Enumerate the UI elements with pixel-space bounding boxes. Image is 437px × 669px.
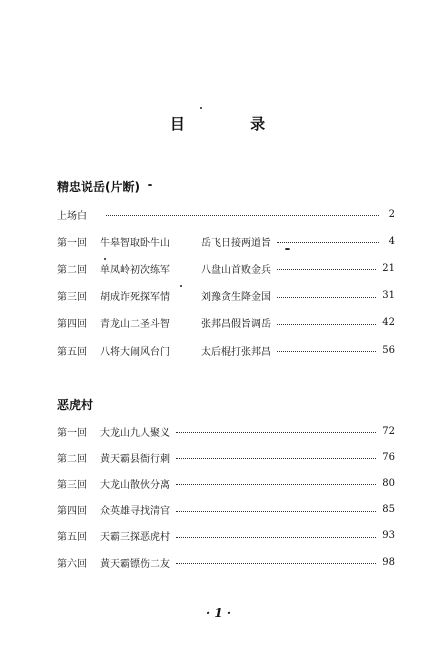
chapter-title: 黄天霸镖伤二友 — [100, 558, 170, 570]
chapter-title: 大龙山九人聚义 — [100, 427, 170, 439]
page-title: 目 录 — [169, 115, 296, 133]
page-ref: 93 — [382, 530, 395, 542]
toc-row[interactable] — [57, 288, 395, 304]
chapter-title-second: 张邦昌假旨调岳 — [201, 319, 271, 331]
dot-leader — [277, 323, 376, 325]
scan-speck — [285, 248, 290, 250]
chapter-number: 第四回 — [57, 506, 87, 518]
toc-row[interactable] — [57, 554, 395, 570]
chapter-number: 第一回 — [57, 427, 87, 439]
chapter-number: 第一回 — [57, 237, 87, 249]
page-ref: 4 — [388, 235, 395, 247]
toc-row[interactable] — [57, 260, 395, 276]
page-number: · 1 · — [205, 606, 232, 620]
page-ref: 31 — [382, 290, 395, 302]
chapter-title: 单凤岭初次练军 — [100, 264, 170, 276]
chapter-number: 第二回 — [57, 264, 87, 276]
chapter-title: 八将大闹风台门 — [100, 346, 170, 358]
toc-row[interactable] — [57, 528, 395, 544]
chapter-title-second: 刘豫贪生降金国 — [201, 292, 271, 304]
scan-speck — [148, 184, 152, 186]
page-ref: 85 — [382, 504, 395, 516]
toc-row[interactable] — [57, 449, 395, 465]
toc-row[interactable] — [57, 475, 395, 491]
dot-leader — [176, 536, 376, 538]
scan-speck — [180, 285, 182, 287]
dot-leader — [277, 241, 379, 243]
chapter-number: 第三回 — [57, 292, 87, 304]
section-title-ehucun: 恶虎村 — [57, 398, 94, 412]
chapter-title: 大龙山散伙分离 — [100, 479, 170, 491]
page-ref: 80 — [382, 477, 395, 489]
scan-speck — [104, 258, 106, 260]
section-title-jingzhong: 精忠说岳(片断) — [57, 180, 140, 194]
dot-leader — [176, 510, 376, 512]
dot-leader — [277, 296, 376, 298]
toc-row[interactable] — [57, 502, 395, 518]
dot-leader — [277, 268, 376, 270]
dot-leader — [176, 562, 376, 564]
page-ref: 2 — [388, 208, 395, 220]
dot-leader — [176, 457, 376, 459]
chapter-number: 第二回 — [57, 453, 87, 465]
toc-row[interactable] — [57, 233, 395, 249]
toc-row[interactable] — [57, 206, 395, 222]
page-ref: 21 — [382, 262, 395, 274]
chapter-number: 第六回 — [57, 558, 87, 570]
chapter-number: 第三回 — [57, 479, 87, 491]
chapter-title: 牛皋智取卧牛山 — [100, 237, 170, 249]
toc-row[interactable] — [57, 342, 395, 358]
dot-leader — [176, 483, 376, 485]
page-ref: 42 — [382, 317, 395, 329]
chapter-title-second: 八盘山首败金兵 — [201, 264, 271, 276]
chapter-number: 第四回 — [57, 319, 87, 331]
page-ref: 56 — [382, 344, 395, 356]
chapter-number: 上场白 — [57, 210, 87, 222]
chapter-title: 众英雄寻找清官 — [100, 506, 170, 518]
toc-row[interactable] — [57, 315, 395, 331]
chapter-title: 青龙山二圣斗智 — [100, 319, 170, 331]
dot-leader — [176, 431, 376, 433]
dot-leader — [277, 350, 376, 352]
chapter-title: 天霸三探恶虎村 — [100, 532, 170, 544]
chapter-title: 黄天霸县衙行刺 — [100, 453, 170, 465]
dot-leader — [106, 214, 379, 216]
page-ref: 98 — [382, 556, 395, 568]
chapter-title-second: 岳飞日接两道旨 — [201, 237, 271, 249]
page-ref: 76 — [382, 451, 395, 463]
scan-speck — [200, 107, 202, 109]
chapter-title: 胡成诈死探军情 — [100, 292, 170, 304]
chapter-number: 第五回 — [57, 346, 87, 358]
page-ref: 72 — [382, 425, 395, 437]
chapter-title-second: 太后棍打张邦昌 — [201, 346, 271, 358]
chapter-number: 第五回 — [57, 532, 87, 544]
toc-row[interactable] — [57, 423, 395, 439]
